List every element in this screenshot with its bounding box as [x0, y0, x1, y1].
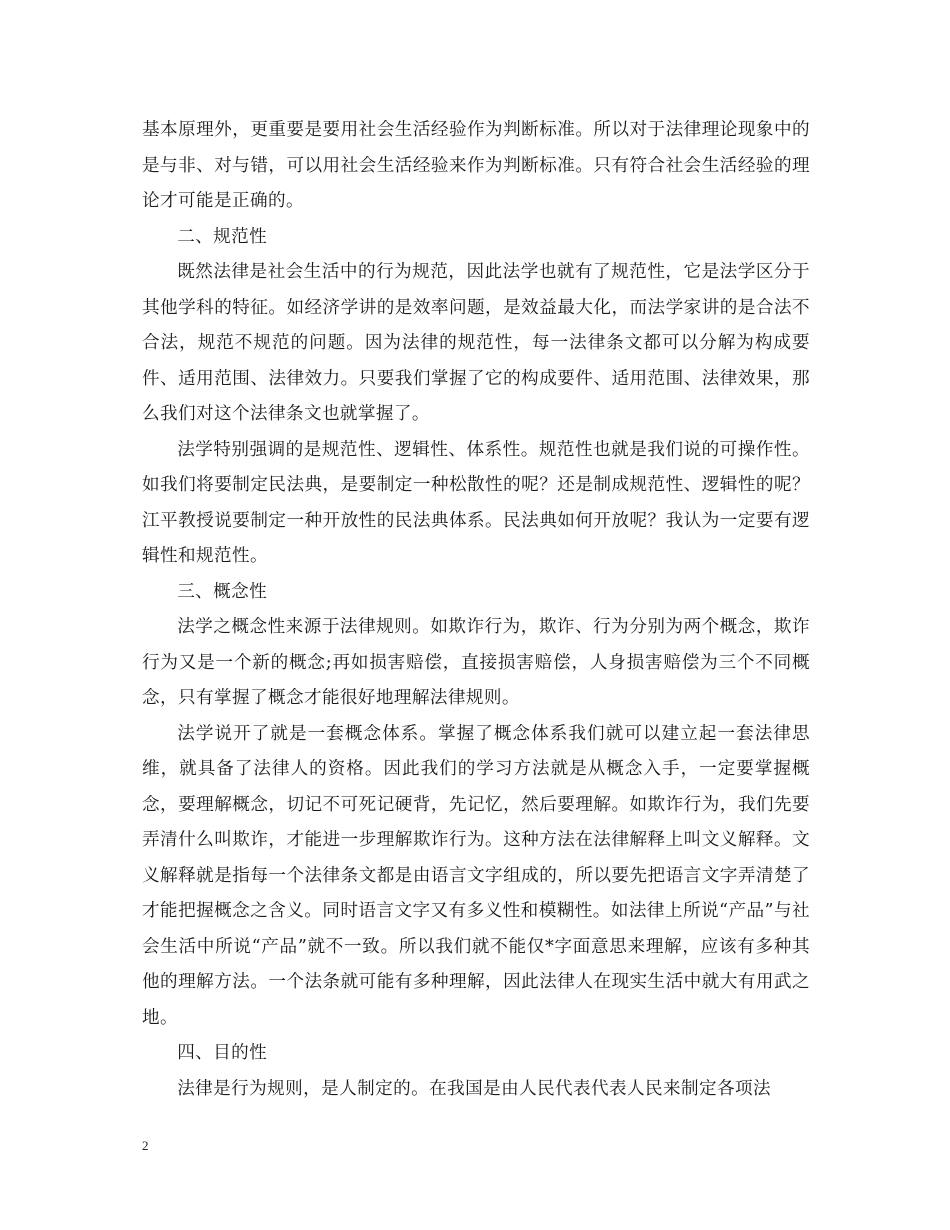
- paragraph-purposiveness-1: 法律是行为规则，是人制定的。在我国是由人民代表代表人民来制定各项法: [177, 1078, 771, 1099]
- paragraph-conceptuality-1: 法学之概念性来源于法律规则。如欺诈行为，欺诈、行为分别为两个概念，欺诈行为又是一个新的概念;再如损害赔偿，直接损害赔偿，人身损害赔偿为三个不同概念，只有掌握了概念才能很好地理解法律规则。: [142, 617, 810, 708]
- section-heading-purposiveness: 四、目的性: [177, 1043, 268, 1063]
- paragraph-continuation: 基本原理外，更重要是要用社会生活经验作为判断标准。所以对于法律理论现象中的是与非、对与错，可以用社会生活经验来作为判断标准。只有符合社会生活经验的理论才可能是正确的。: [142, 120, 810, 211]
- section-heading-conceptuality: 三、概念性: [177, 581, 268, 602]
- paragraph-normativity-2: 法学特别强调的是规范性、逻辑性、体系性。规范性也就是我们说的可操作性。如我们将要制定民法典，是要制定一种松散性的呢？还是制成规范性、逻辑性的呢？江平教授说要制定一种开放性的民法典体系。民法典如何开放呢？我认为一定要有逻辑性和规范性。: [142, 439, 810, 566]
- paragraph-normativity-1: 既然法律是社会生活中的行为规范，因此法学也就有了规范性，它是法学区分于其他学科的特征。如经济学讲的是效率问题，是效益最大化，而法学家讲的是合法不合法，规范不规范的问题。因为法律的规范性，每一法律条文都可以分解为构成要件、适用范围、法律效力。只要我们掌握了它的构成要件、适用范围、法律效果，那么我们对这个法律条文也就掌握了。: [142, 262, 810, 424]
- page-number: 2: [142, 1138, 149, 1153]
- section-heading-normativity: 二、规范性: [177, 226, 268, 247]
- paragraph-conceptuality-2: 法学说开了就是一套概念体系。掌握了概念体系我们就可以建立起一套法律思维，就具备了法律人的资格。因此我们的学习方法就是从概念入手，一定要掌握概念，要理解概念，切记不可死记硬背，先记忆，然后要理解。如欺诈行为，我们先要弄清什么叫欺诈，才能进一步理解欺诈行为。这种方法在法律解释上叫文义解释。文义解释就是指每一个法律条文都是由语言文字组成的，所以要先把语言文字弄清楚了才能把握概念之含义。同时语言文字又有多义性和模糊性。如法律上所说“产品”与社会生活中所说“产品”就不一致。所以我们就不能仅*字面意思来理解，应该有多种其他的理解方法。一个法条就可能有多种理解，因此法律人在现实生活中就大有用武之地。: [142, 723, 810, 1028]
- document-body: [142, 113, 810, 1107]
